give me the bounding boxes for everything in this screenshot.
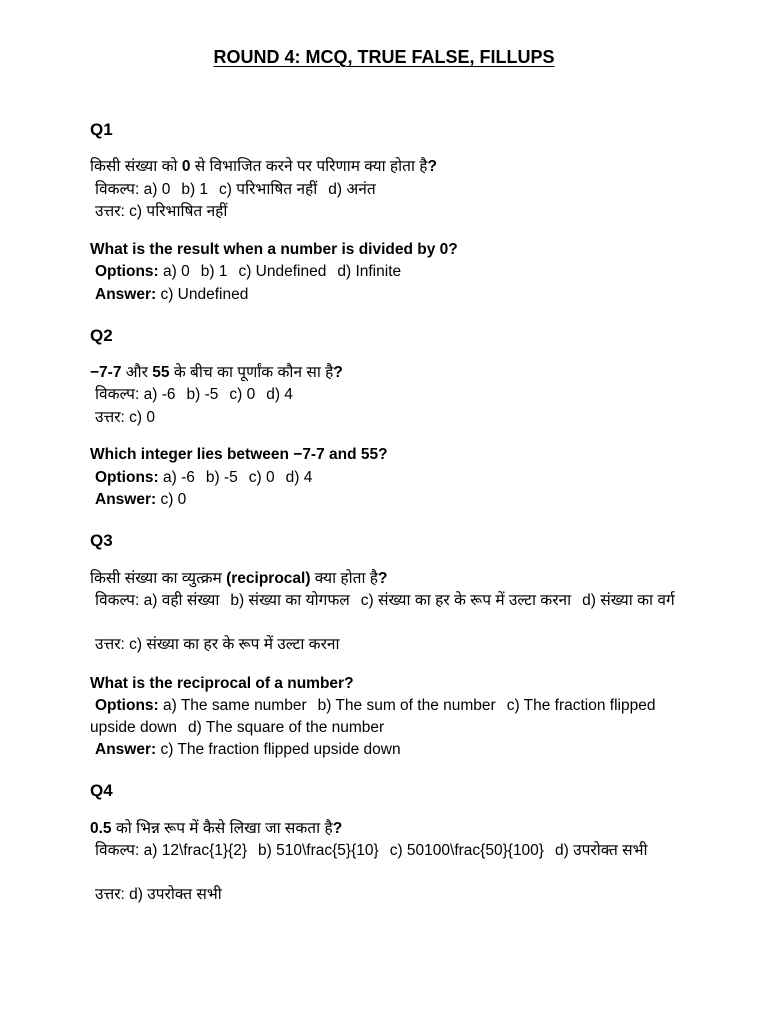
q1-hindi-question [90,156,682,178]
q2-english-option-b: b) -5 [205,469,238,486]
q2-english-option-d: d) 4 [285,469,313,486]
q1-hindi-answer [90,201,682,223]
q3-hindi-option-b: b) संख्या का योगफल [230,592,350,609]
q3-hindi-question-bold: (reciprocal) [226,570,311,587]
question-label-q2: Q2 [90,326,113,345]
q2-hindi-question-bold-2: 55 [152,364,170,381]
q3-english-option-c: c) The fraction flipped upside down [90,697,656,736]
page-title: ROUND 4: MCQ, TRUE FALSE, FILLUPS [213,47,555,67]
q3-english-answer-label: Answer: [95,741,157,758]
q3-hindi-options [90,590,690,612]
q3-hindi-answer-label: उत्तर: [95,636,130,653]
q3-hindi-answer-value: c) संख्या का हर के रूप में उल्टा करना [129,636,340,653]
q4-hindi-options-label: विकल्प: [95,842,144,859]
q3-english-answer [90,739,682,761]
q1-english-answer-value: c) Undefined [160,286,249,303]
q1-hindi-answer-label: उत्तर: [95,203,130,220]
q3-english-option-b: b) The sum of the number [317,697,496,714]
q2-hindi-answer-value: c) 0 [129,409,156,426]
q3-english-question: What is the reciprocal of a number? [90,675,354,692]
q4-hindi-options [90,840,690,862]
q3-english-option-a: a) The same number [163,697,307,714]
q4-hindi-question-text: को भिन्न रूप में कैसे लिखा जा सकता है [111,820,333,837]
q1-hindi-answer-value: c) परिभाषित नहीं [129,203,228,220]
q1-hindi-option-a: a) 0 [143,181,171,198]
q2-english-option-c: c) 0 [248,469,275,486]
q3-hindi-question-text-2: क्या होता है [310,570,379,587]
q1-english-options-label: Options: [95,263,159,280]
q3-hindi-option-d: d) संख्या का वर्ग [582,592,675,609]
q2-hindi-question-text-2: के बीच का पूर्णांक कौन सा है [169,364,334,381]
q3-english-options [90,695,680,739]
q3-hindi-question [90,568,682,590]
q2-hindi-answer-label: उत्तर: [95,409,130,426]
q4-hindi-question-bold: 0.5 [90,820,112,837]
q2-hindi-answer [90,407,682,429]
q3-hindi-question-mark: ? [378,570,388,587]
q3-hindi-question-text: किसी संख्या का व्युत्क्रम [90,570,227,587]
q4-hindi-option-b: b) 510\frac{5}{10} [258,842,379,859]
q2-english-answer-value: c) 0 [160,491,187,508]
q1-hindi-question-mark: ? [427,158,437,175]
q2-hindi-options [90,384,682,406]
q1-hindi-options [90,179,682,201]
q4-hindi-answer-label: उत्तर: [95,886,130,903]
q3-hindi-option-c: c) संख्या का हर के रूप में उल्टा करना [360,592,572,609]
q1-hindi-question-text-2: से विभाजित करने पर परिणाम क्या होता है [190,158,428,175]
q4-hindi-option-a: a) 12\frac{1}{2} [143,842,248,859]
q2-hindi-options-label: विकल्प: [95,386,144,403]
q1-english-option-a: a) 0 [163,263,190,280]
q1-english-answer [90,284,682,306]
q1-english-option-b: b) 1 [200,263,228,280]
q3-hindi-options-label: विकल्प: [95,592,144,609]
q1-hindi-options-label: विकल्प: [95,181,144,198]
q1-english-question: What is the result when a number is divided by 0? [90,241,458,258]
question-label-q3: Q3 [90,531,113,550]
q2-english-option-a: a) -6 [163,469,195,486]
q1-hindi-question-bold: 0 [181,158,191,175]
q1-hindi-option-c: c) परिभाषित नहीं [219,181,318,198]
q4-hindi-answer [90,884,682,906]
q3-english-options-label: Options: [95,697,159,714]
q2-english-question: Which integer lies between −7-7 and 55? [90,446,388,463]
q2-hindi-question-text: और [121,364,153,381]
q4-hindi-answer-value: d) उपरोक्त सभी [129,886,222,903]
q2-hindi-option-a: a) -6 [143,386,176,403]
q3-english-option-d: d) The square of the number [188,719,385,736]
q2-hindi-question-mark: ? [333,364,343,381]
q2-english-options-label: Options: [95,469,159,486]
q1-english-answer-label: Answer: [95,286,157,303]
q1-english-option-c: c) Undefined [238,263,327,280]
q2-hindi-option-d: d) 4 [266,386,293,403]
q1-hindi-option-d: d) अनंत [328,181,376,198]
q2-hindi-option-c: c) 0 [229,386,256,403]
q2-english-options [90,467,682,489]
q3-hindi-answer [90,634,682,656]
q2-hindi-question [90,362,682,384]
q1-hindi-question-text: किसी संख्या को [90,158,182,175]
question-label-q4: Q4 [90,781,113,800]
q2-hindi-option-b: b) -5 [186,386,219,403]
q1-english-options [90,261,682,283]
q4-hindi-option-d: d) उपरोक्त सभी [554,842,648,859]
q1-hindi-option-b: b) 1 [181,181,209,198]
q4-hindi-question [90,818,682,840]
q1-english-option-d: d) Infinite [337,263,402,280]
question-label-q1: Q1 [90,120,113,139]
q3-english-answer-value: c) The fraction flipped upside down [160,741,401,758]
q4-hindi-option-c: c) 50100\frac{50}{100} [389,842,544,859]
q4-hindi-question-mark: ? [332,820,343,837]
q2-hindi-question-bold-1: −7-7 [90,364,122,381]
q3-hindi-option-a: a) वही संख्या [143,592,220,609]
q2-english-answer [90,489,682,511]
q2-english-answer-label: Answer: [95,491,157,508]
